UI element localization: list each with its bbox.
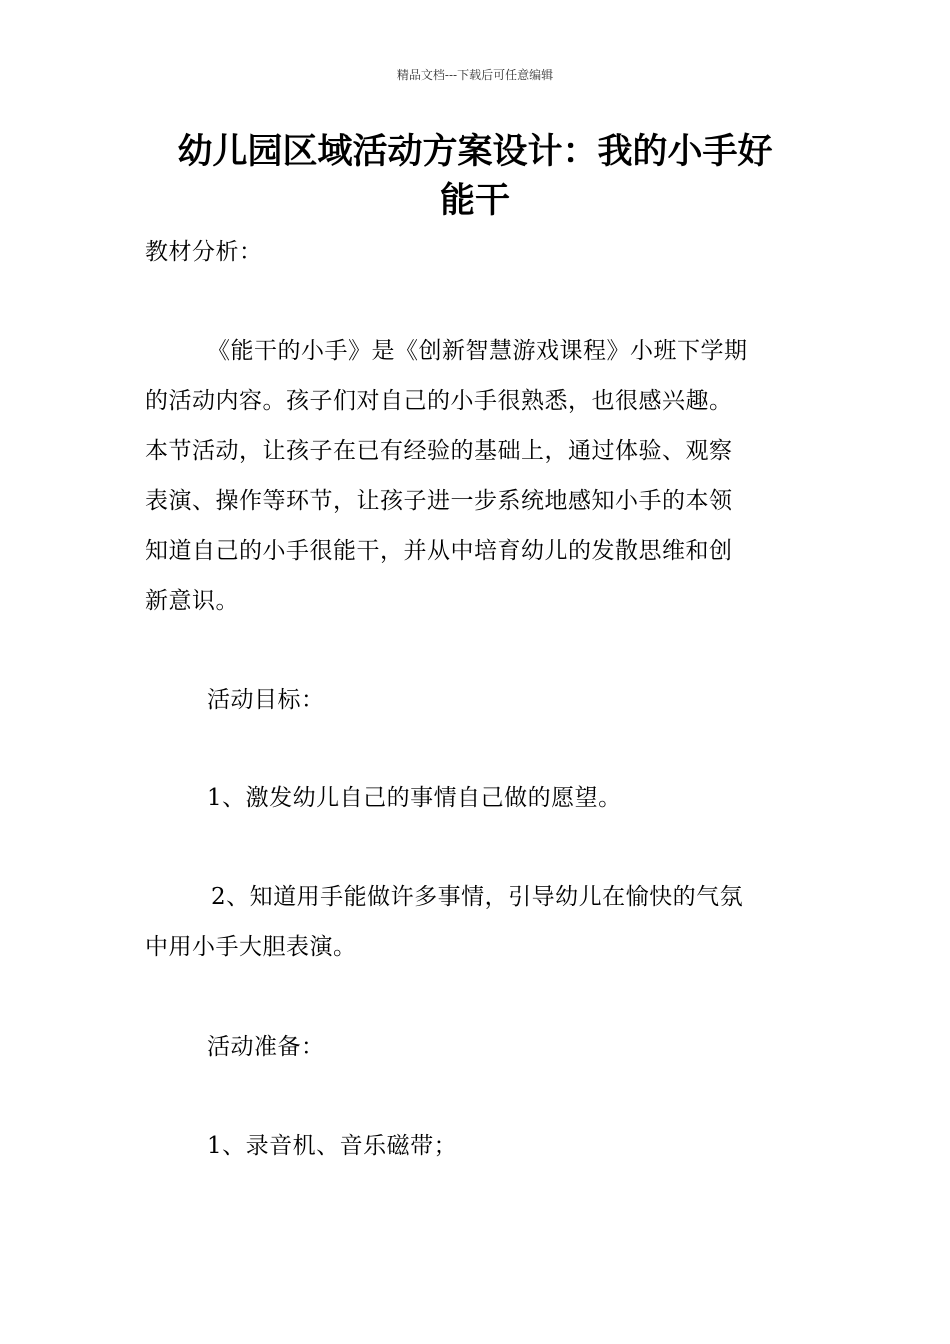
document-title (145, 128, 805, 226)
analysis-line: 表演、操作等环节，让孩子进一步系统地感知小手的本领 (145, 488, 733, 514)
title-line-2: 能干 (439, 181, 510, 221)
header-note: 精品文档---下载后可任意编辑 (396, 68, 554, 82)
goal-item-1: 1、激发幼儿自己的事情自己做的愿望。 (207, 785, 622, 811)
analysis-line: 的活动内容。孩子们对自己的小手很熟悉，也很感兴趣。 (145, 388, 733, 414)
analysis-line: 新意识。 (145, 588, 239, 614)
prep-item-1: 1、录音机、音乐磁带； (207, 1133, 458, 1159)
goal-item-2 (145, 872, 807, 972)
analysis-line: 本节活动，让孩子在已有经验的基础上，通过体验、观察 (145, 438, 733, 464)
material-analysis-heading: 教材分析： (145, 239, 263, 265)
analysis-line: 知道自己的小手很能干，并从中培育幼儿的发散思维和创 (145, 538, 733, 564)
activity-prep-heading: 活动准备： (207, 1034, 325, 1060)
activity-goals-heading: 活动目标： (207, 687, 325, 713)
analysis-line: 《能干的小手》是《创新智慧游戏课程》小班下学期 (207, 338, 748, 364)
title-line-1: 幼儿园区域活动方案设计：我的小手好 (177, 132, 773, 172)
analysis-paragraph (145, 326, 807, 626)
goal-2-line: 中用小手大胆表演。 (145, 934, 357, 960)
goal-2-line: 2、知道用手能做许多事情，引导幼儿在愉快的气氛 (211, 884, 744, 910)
